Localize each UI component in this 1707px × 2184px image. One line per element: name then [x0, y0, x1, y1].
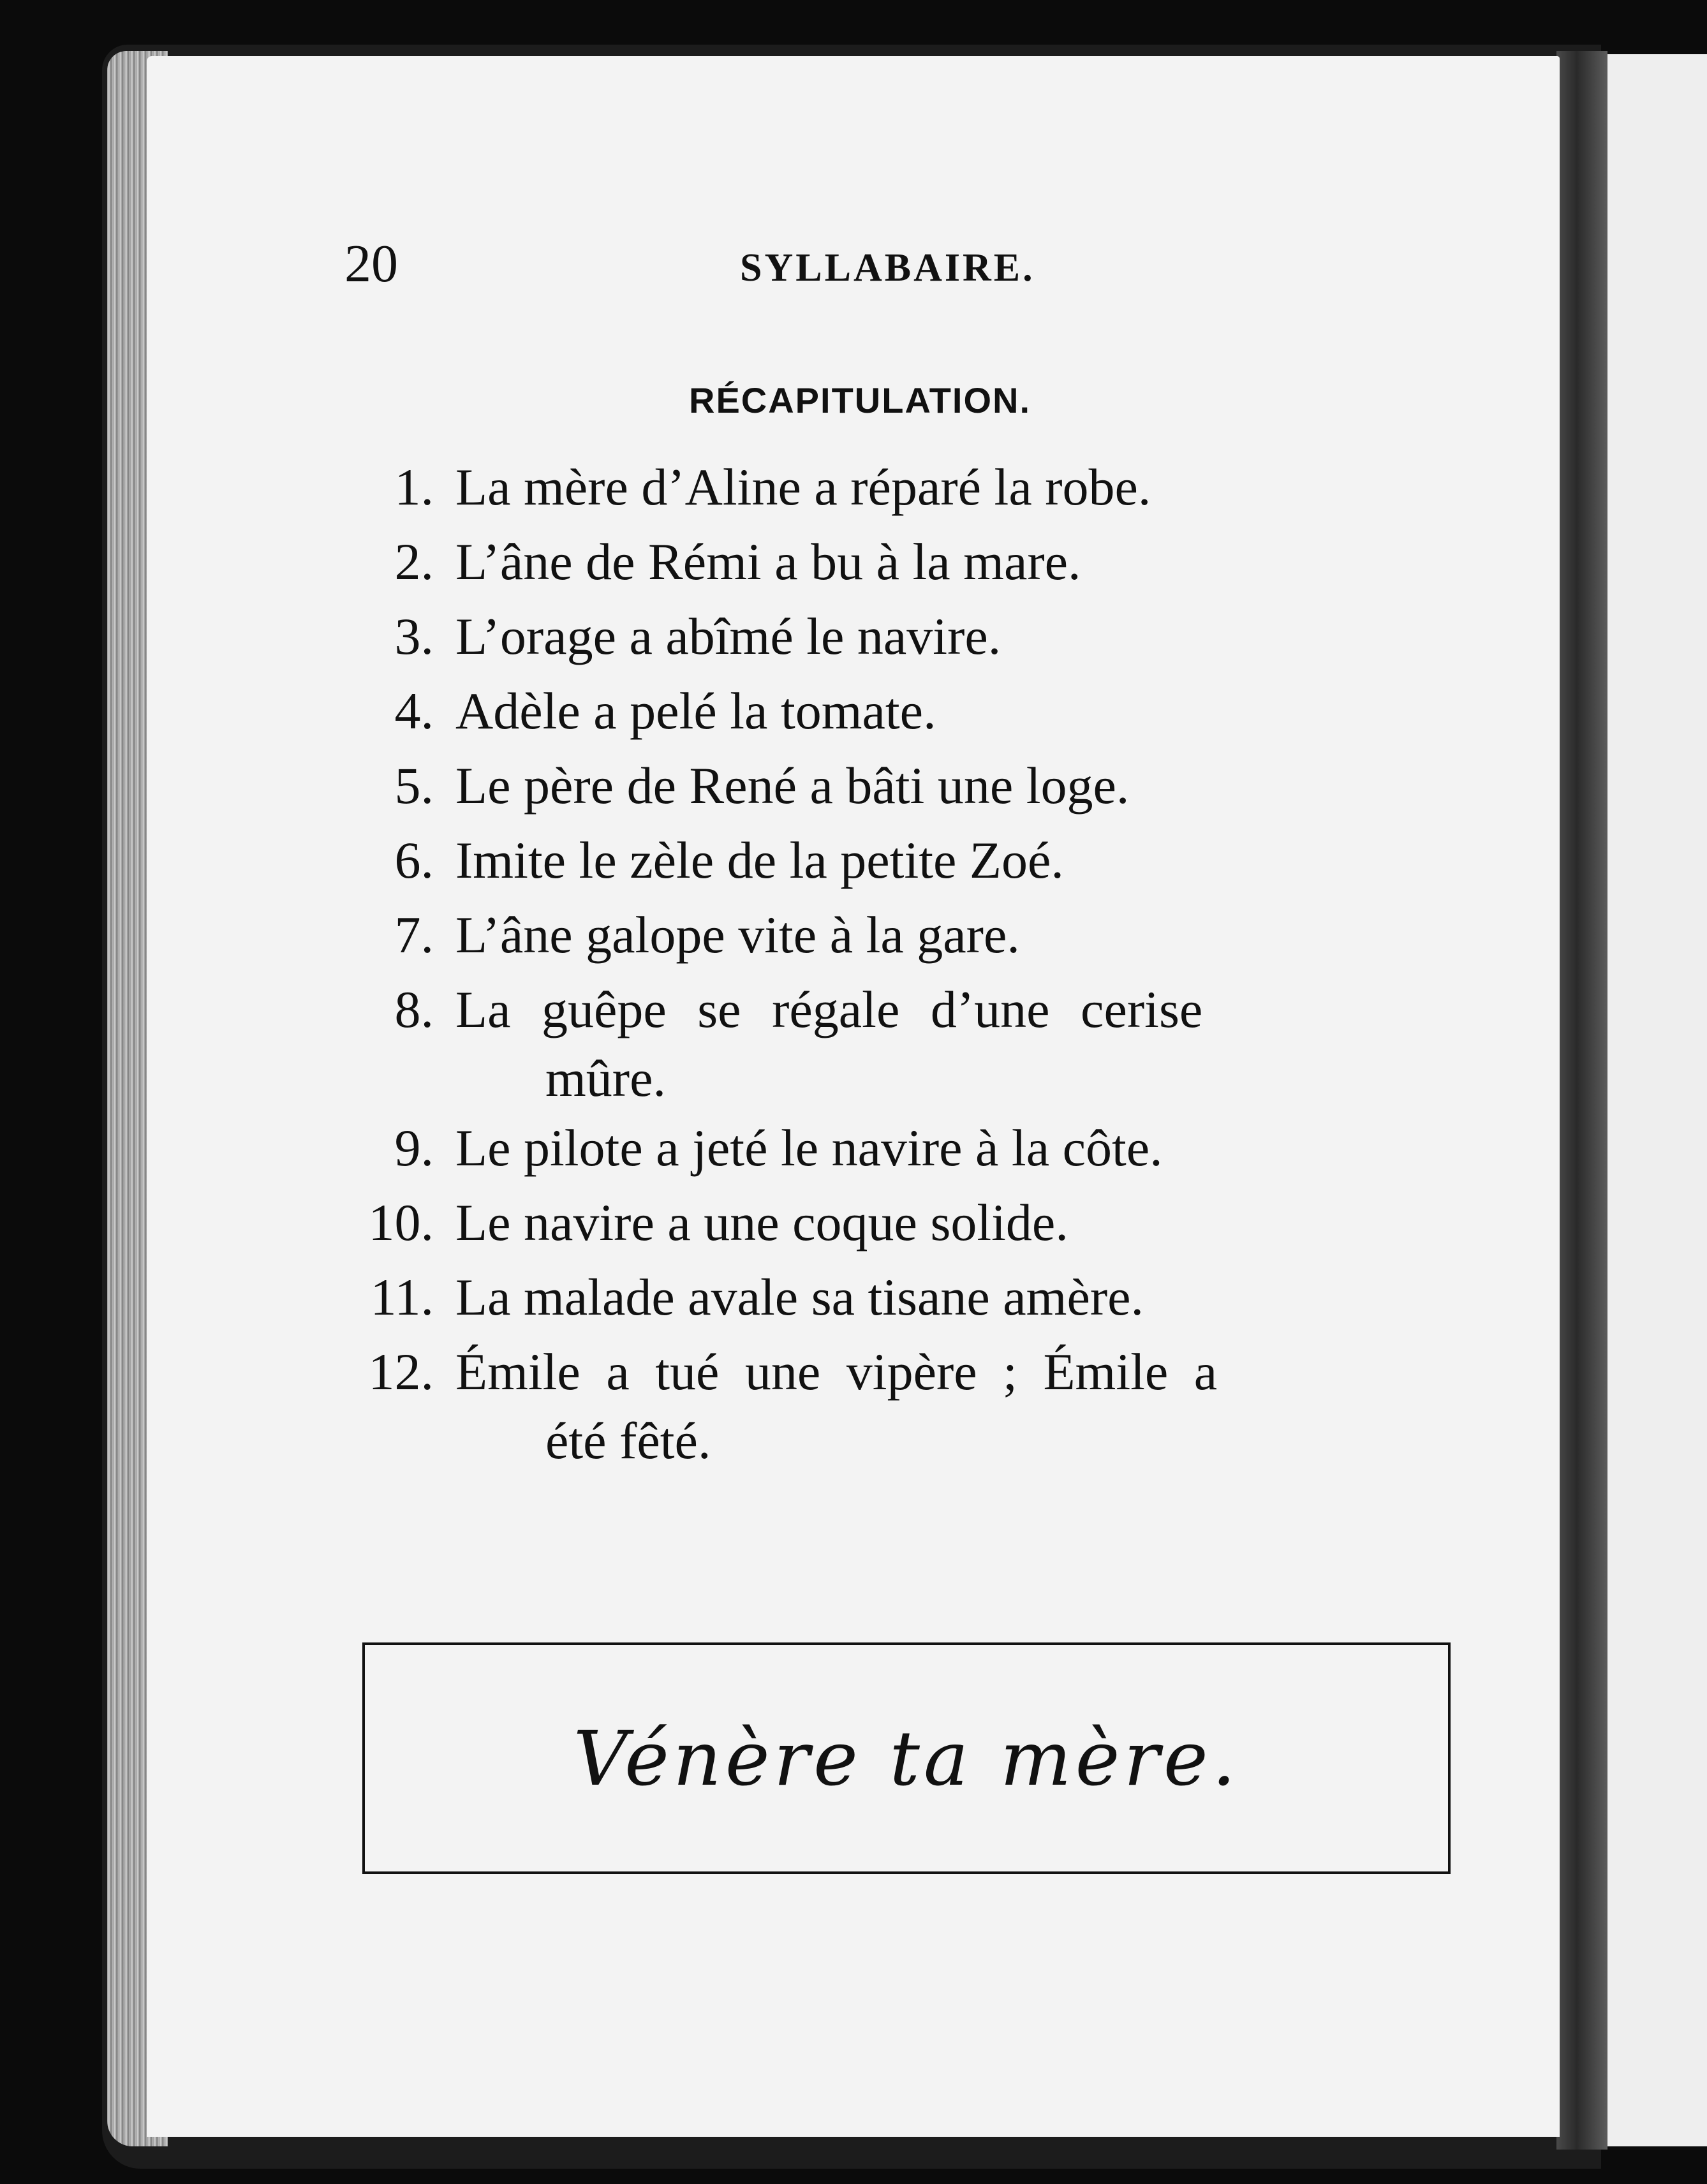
- sentence-number: 5.: [394, 756, 434, 815]
- section-title: RÉCAPITULATION.: [689, 380, 1031, 420]
- sentence-12: [344, 1334, 1454, 1473]
- sentence-text: La mère d’Aline a réparé la robe.: [455, 458, 1151, 516]
- sentence-11: [344, 1260, 1454, 1334]
- facing-page-edge: [1607, 54, 1707, 2146]
- sentence-text: L’âne de Rémi a bu à la mare.: [455, 533, 1081, 591]
- sentence-10: [344, 1185, 1454, 1260]
- sentence-1: [344, 450, 1454, 524]
- sentence-number: 12.: [368, 1343, 434, 1401]
- sentence-2: [344, 524, 1454, 599]
- sentence-continuation: été fêté.: [545, 1412, 711, 1470]
- sentence-6: [344, 823, 1454, 897]
- sentence-text: Imite le zèle de la petite Zoé.: [455, 831, 1064, 889]
- sentence-number: 11.: [370, 1268, 434, 1326]
- sentence-5: [344, 748, 1454, 823]
- running-head: SYLLABAIRE.: [740, 246, 1035, 290]
- sentence-continuation: mûre.: [545, 1049, 666, 1107]
- sentence-number: 7.: [394, 906, 434, 964]
- sentence-text: L’orage a abîmé le navire.: [455, 607, 1001, 665]
- sentence-number: 9.: [394, 1119, 434, 1177]
- sentence-text: L’âne galope vite à la gare.: [455, 906, 1020, 964]
- sentence-text: Le père de René a bâti une loge.: [455, 756, 1130, 815]
- sentence-number: 3.: [394, 607, 434, 665]
- book-gutter: [1556, 51, 1607, 2150]
- sentence-list: [344, 450, 1454, 1473]
- sentence-number: 1.: [394, 458, 434, 516]
- sentence-number: 10.: [368, 1193, 434, 1251]
- sentence-text: Émile a tué une vipère ; Émile a: [455, 1343, 1218, 1401]
- sentence-9: [344, 1110, 1454, 1185]
- sentence-text: La malade avale sa tisane amère.: [455, 1268, 1144, 1326]
- page-number: 20: [344, 234, 398, 293]
- sentence-8: [344, 972, 1454, 1110]
- motto-frame: [362, 1642, 1451, 1874]
- sentence-text: Adèle a pelé la tomate.: [455, 682, 936, 740]
- handwritten-motto: Vénère ta mère.: [573, 1714, 1240, 1803]
- sentence-4: [344, 674, 1454, 748]
- sentence-text: La guêpe se régale d’une cerise: [455, 980, 1203, 1038]
- sentence-number: 6.: [394, 831, 434, 889]
- sentence-text: Le pilote a jeté le navire à la côte.: [455, 1119, 1163, 1177]
- sentence-number: 8.: [394, 980, 434, 1038]
- sentence-number: 2.: [394, 533, 434, 591]
- sentence-text: Le navire a une coque solide.: [455, 1193, 1068, 1251]
- sentence-7: [344, 897, 1454, 972]
- sentence-number: 4.: [394, 682, 434, 740]
- sentence-3: [344, 599, 1454, 674]
